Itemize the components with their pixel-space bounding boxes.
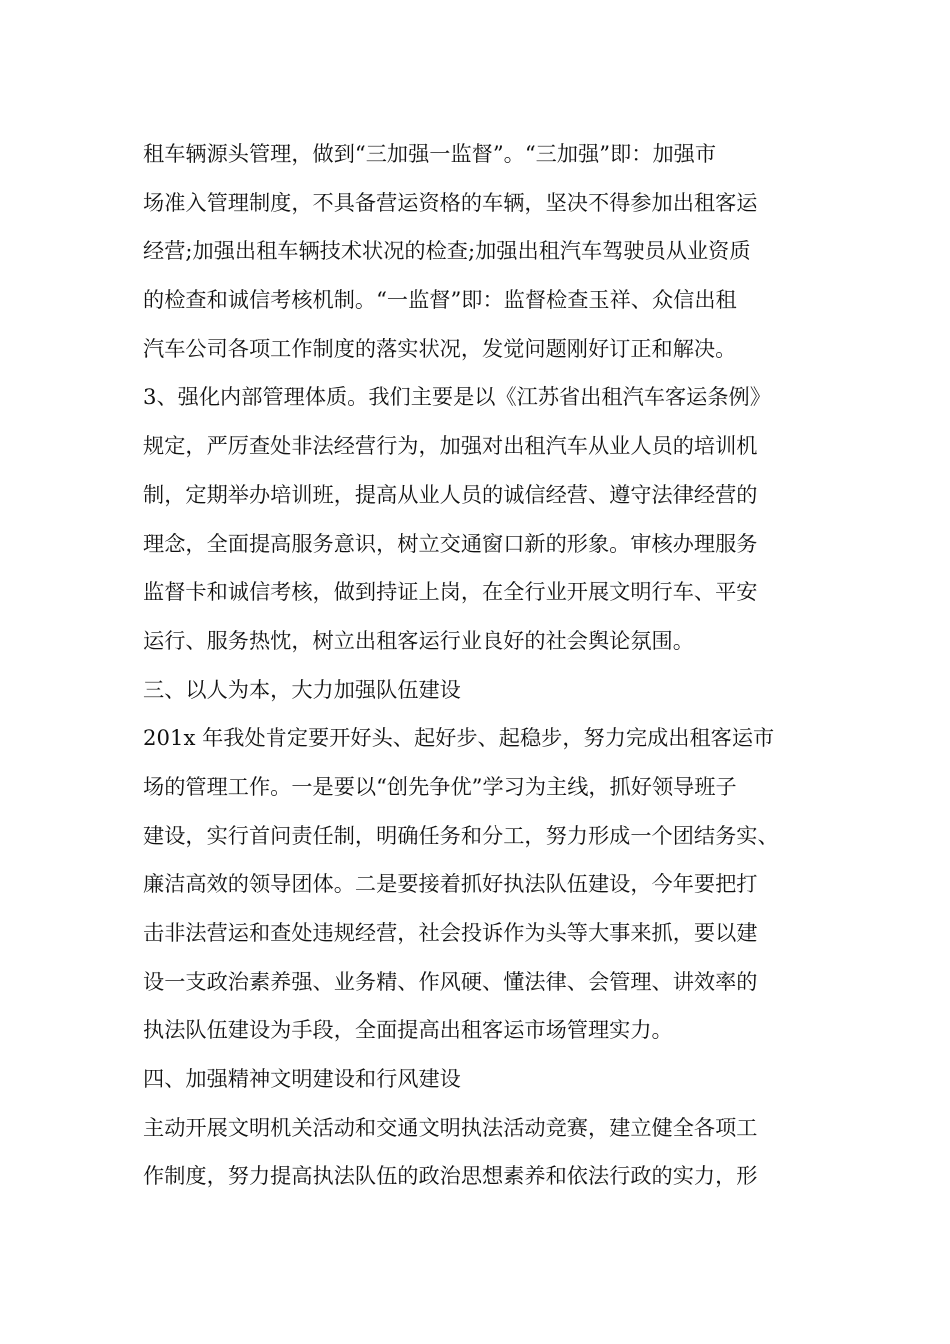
text-line: 201x 年我处肯定要开好头、起好步、起稳步，努力完成出租客运市 xyxy=(143,725,775,751)
text-line: 主动开展文明机关活动和交通文明执法活动竞赛，建立健全各项工 xyxy=(143,1114,758,1140)
section-heading: 四、加强精神文明建设和行风建设 xyxy=(143,1066,461,1092)
text-line: 设一支政治素养强、业务精、作风硬、懂法律、会管理、讲效率的 xyxy=(143,968,758,994)
text-line: 规定，严厉查处非法经营行为，加强对出租汽车从业人员的培训机 xyxy=(143,433,758,459)
text-line: 场准入管理制度，不具备营运资格的车辆，坚决不得参加出租客运 xyxy=(143,189,758,215)
text-line: 的检查和诚信考核机制。“一监督”即：监督检查玉祥、众信出租 xyxy=(143,287,737,313)
text-line: 汽车公司各项工作制度的落实状况，发觉问题刚好订正和解决。 xyxy=(143,335,737,361)
text-line: 运行、服务热忱，树立出租客运行业良好的社会舆论氛围。 xyxy=(143,627,694,653)
text-line: 建设，实行首问责任制，明确任务和分工，努力形成一个团结务实、 xyxy=(143,822,779,848)
text-line: 制，定期举办培训班，提高从业人员的诚信经营、遵守法律经营的 xyxy=(143,481,758,507)
section-heading: 三、以人为本，大力加强队伍建设 xyxy=(143,676,461,702)
text-line: 监督卡和诚信考核，做到持证上岗，在全行业开展文明行车、平安 xyxy=(143,579,758,605)
text-line: 租车辆源头管理，做到“三加强一监督”。“三加强”即：加强市 xyxy=(143,141,717,166)
text-line: 廉洁高效的领导团体。二是要接着抓好执法队伍建设，今年要把打 xyxy=(143,871,758,897)
text-line: 经营;加强出租车辆技术状况的检查;加强出租汽车驾驶员从业资质 xyxy=(143,238,751,264)
text-line: 场的管理工作。一是要以“创先争优”学习为主线，抓好领导班子 xyxy=(143,773,737,799)
text-line: 3、强化内部管理体质。我们主要是以《江苏省出租汽车客运条例》 xyxy=(143,384,771,410)
text-line: 执法队伍建设为手段，全面提高出租客运市场管理实力。 xyxy=(143,1017,673,1043)
text-line: 作制度，努力提高执法队伍的政治思想素养和依法行政的实力，形 xyxy=(143,1163,758,1189)
document-body xyxy=(143,130,808,1201)
text-line: 理念，全面提高服务意识，树立交通窗口新的形象。审核办理服务 xyxy=(143,530,758,556)
text-line: 击非法营运和查处违规经营，社会投诉作为头等大事来抓，要以建 xyxy=(143,920,758,945)
